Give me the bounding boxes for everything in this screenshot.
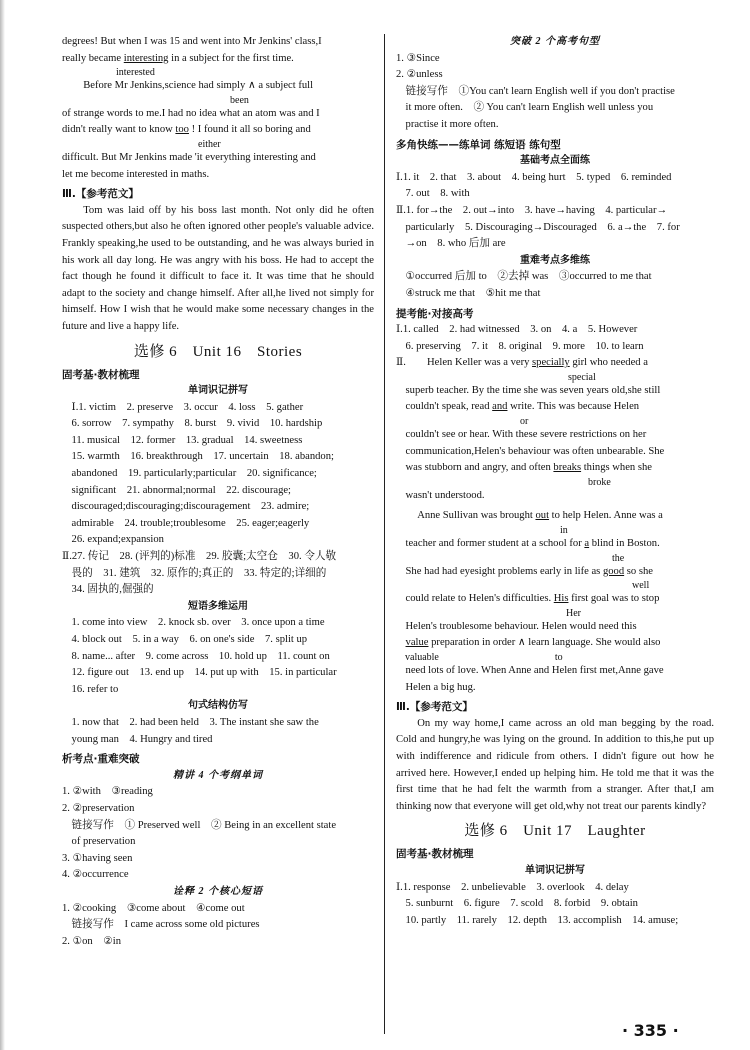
page-number: · 335 ·	[622, 1021, 679, 1040]
answer-line: 15. warmth 16. breakthrough 17. uncertain 18. abandon;	[71, 451, 334, 463]
answer-line: Ⅰ.1. it 2. that 3. about 4. being hurt 5. typed 6. reminded	[396, 171, 672, 183]
answer-line: it more often. ② You can't learn English well unless you	[405, 102, 654, 114]
section-heading: 析考点·重难突破	[62, 753, 140, 766]
answer-line: 链接写作 ①You can't learn English well if you don't practise	[405, 85, 675, 97]
right-column	[396, 34, 714, 929]
error-word: value	[405, 637, 429, 649]
subsection-heading: 诠释 2 个核心短语	[173, 885, 263, 897]
answer-line: ①occurred 后加 to ②去掉 was ③occurred to me that	[405, 271, 652, 283]
text-line: of strange words to me.I had no idea what an atom was and I	[62, 107, 320, 119]
error-word: too	[175, 124, 189, 136]
correction	[396, 652, 714, 663]
answer-line: 链接写作 I came across some old pictures	[71, 919, 260, 931]
answer-line: Ⅰ.1. response 2. unbelievable 3. overlook 4. delay	[396, 881, 629, 893]
text: couldn't speak, read	[405, 401, 493, 413]
text-line: wasn't understood.	[405, 489, 485, 501]
reference-essay: On my way home,I came across an old man begging by the road. Cold and hungry,he was lying on the ground. In addition to this,he put up with indifference and ridicule from others. I didn't figure out how he arrived here. However,I ended up helping him. He told me that it was the first time that he had felt the warmth from a stranger. After that,I am thinking now that everyone will get old,why not treat our parents kindly?	[396, 717, 714, 812]
text: girl who needed a	[569, 357, 648, 369]
text-line: Before Mr Jenkins,science had simply ∧ a subject full	[83, 80, 314, 92]
text: could relate to Helen's difficulties.	[405, 593, 554, 605]
error-word: breaks	[553, 462, 582, 474]
error-correction-passage	[396, 355, 714, 696]
answer-line: 11. musical 12. former 13. gradual 14. sweetness	[71, 434, 303, 446]
answer-line: 6. preserving 7. it 8. original 9. more 10. to learn	[405, 340, 644, 352]
text: preparation in order ∧ learn language. She would also	[428, 637, 661, 649]
error-word: out	[535, 510, 550, 522]
answer-line: 1. ②cooking ③come about ④come out	[62, 902, 245, 914]
answer-line: admirable 24. trouble;troublesome 25. eager;eagerly	[71, 517, 310, 529]
scan-edge	[0, 0, 5, 1050]
error-word: good	[602, 565, 625, 577]
answer-line: 4. ②occurrence	[62, 869, 129, 881]
subsection-heading: 基础考点全面练	[520, 155, 590, 167]
answer-line: 6. sorrow 7. sympathy 8. burst 9. vivid 10. hardship	[71, 418, 323, 430]
unit-title: 选修 6 Unit 17 Laughter	[464, 823, 646, 840]
section-heading: Ⅲ.【参考范文】	[396, 701, 473, 714]
answer-line: 10. partly 11. rarely 12. depth 13. accomplish 14. amuse;	[405, 914, 679, 926]
subsection-heading: 单词识记拼写	[525, 864, 585, 876]
text-line	[396, 591, 714, 608]
error-word: and	[492, 401, 508, 413]
answer-line: 畏的 31. 建筑 32. 原作的;真正的 33. 特定的;详细的	[71, 567, 327, 579]
section-heading: Ⅲ.【参考范文】	[62, 188, 139, 201]
correction: either	[198, 138, 221, 150]
answer-line: significant 21. abnormal;normal 22. discourage;	[71, 484, 292, 496]
answer-line: discouraged;discouraging;discouragement 23. admire;	[71, 501, 310, 513]
text-line	[396, 564, 714, 581]
text-line	[62, 51, 374, 68]
answer-line: 16. refer to	[71, 683, 119, 695]
correction-text: to	[554, 652, 563, 663]
text: really became	[62, 52, 124, 64]
text-line	[62, 122, 374, 139]
text: write. This was because Helen	[507, 401, 640, 413]
answer-line: of preservation	[71, 836, 136, 848]
error-word: specially	[532, 357, 570, 369]
text: didn't really want to know	[62, 124, 176, 136]
text-line: communication,Helen's behaviour was often unbearable. She	[405, 445, 665, 457]
answer-line: →on 8. who 后加 are	[405, 238, 506, 250]
section-heading: 多角快练——练单词 练短语 练句型	[396, 138, 561, 151]
text-line: superb teacher. By the time she was seven years old,she still	[405, 384, 661, 396]
correction: been	[230, 94, 249, 106]
text-line: let me become interested in maths.	[62, 168, 210, 180]
answer-line: 2. ②unless	[396, 69, 443, 81]
correction: in	[560, 525, 568, 537]
text: blind in Boston.	[589, 538, 660, 550]
answer-line: Ⅰ.1. victim 2. preserve 3. occur 4. loss 5. gather	[71, 401, 304, 413]
answer-line: 3. ①having seen	[62, 852, 133, 864]
text: ! I found it all so boring and	[188, 124, 311, 136]
text-line	[396, 635, 714, 652]
answer-line: practise it more often.	[405, 118, 499, 130]
text-line: degrees! But when I was 15 and went into Mr Jenkins' class,I	[62, 36, 322, 47]
vocab-answers	[62, 400, 374, 599]
answer-line: 26. expand;expansion	[71, 534, 164, 546]
answer-line: ④struck me that ⑤hit me that	[405, 287, 541, 299]
subsection-heading: 重难考点多维练	[520, 254, 590, 266]
text-line: Helen's troublesome behaviour. Helen would need this	[405, 620, 637, 632]
correction: interested	[116, 67, 155, 79]
text-line	[396, 399, 714, 416]
answer-line: young man 4. Hungry and tired	[71, 733, 213, 745]
subsection-heading: 句式结构仿写	[188, 700, 248, 712]
subsection-heading: 精讲 4 个考纲单词	[173, 769, 263, 781]
answer-line: 2. ②preservation	[62, 802, 135, 814]
answer-line: 8. name... after 9. come across 10. hold up 11. count on	[71, 650, 330, 662]
section-heading: 固考基·教材梳理	[62, 368, 140, 381]
answer-line: 2. ①on ②in	[62, 935, 122, 947]
answer-line: Ⅰ.1. called 2. had witnessed 3. on 4. a 5. However	[396, 324, 638, 336]
answer-line: 1. come into view 2. knock sb. over 3. once upon a time	[71, 617, 325, 629]
column-divider	[384, 34, 385, 1034]
text: was stubborn and angry, and often	[405, 462, 554, 474]
correction: well	[632, 580, 650, 592]
answer-line: particularly 5. Discouraging→Discouraged 6. a→the 7. for	[405, 221, 680, 233]
correction: broke	[588, 476, 611, 488]
text: Ⅱ. Helen Keller was a very	[396, 357, 533, 369]
answer-line: 34. 固执的,倔强的	[71, 584, 154, 596]
unit-title: 选修 6 Unit 16 Stories	[133, 343, 303, 360]
correction: the	[612, 552, 625, 564]
text-line: couldn't see or hear. With these severe restrictions on her	[405, 429, 647, 441]
error-word: His	[553, 593, 569, 605]
answer-line: 5. sunburnt 6. figure 7. scold 8. forbid 9. obtain	[405, 898, 638, 910]
text: She had had eyesight problems early in life as	[405, 565, 603, 577]
answer-line: 4. block out 5. in a way 6. on one's side 7. split up	[71, 634, 308, 645]
text-line: Helen a big hug.	[405, 681, 476, 693]
text: Anne Sullivan was brought	[417, 510, 536, 522]
text-line	[396, 355, 714, 372]
subsection-heading: 突破 2 个高考句型	[510, 36, 600, 47]
text-line	[396, 508, 714, 525]
left-column	[62, 34, 374, 950]
phrase-answers	[62, 615, 374, 698]
section-heading: 固考基·教材梳理	[396, 848, 474, 861]
subsection-heading: 短语多维运用	[188, 600, 248, 612]
answer-line: Ⅱ.27. 传记 28. (评判的)标准 29. 胶囊;太空仓 30. 令人敬	[62, 551, 337, 563]
correction: Her	[566, 607, 581, 619]
section-heading: 提考能·对接高考	[396, 307, 474, 320]
answer-line: 7. out 8. with	[405, 188, 470, 200]
correction: special	[568, 371, 596, 383]
answer-line: abandoned 19. particularly;particular 20. significance;	[71, 468, 317, 480]
answer-line: 链接写作 ① Preserved well ② Being in an excellent state	[71, 819, 337, 831]
reference-essay: Tom was laid off by his boss last month. Not only did he often suspected others,but also he often ignored other people's valuable advice. Frankly speaking,he used to be outstanding, and he was always buried in his work all day long. He was angry with his boss. He had to accept the fact though he found it difficult to face it. It was time that he should adapt to the society and change himself. After all,he lived not simply for himself. How I wish that he would make some necessary changes in the future and live a happy life.	[62, 204, 374, 332]
text: in a subject for the first time.	[168, 52, 294, 64]
correction-text: valuable	[405, 652, 439, 663]
text-line: need lots of love. When Anne and Helen first met,Anne gave	[405, 665, 664, 676]
answer-line: 1. now that 2. had been held 3. The instant she saw the	[71, 716, 319, 728]
text: teacher and former student at a school for	[405, 538, 585, 550]
answer-line: 12. figure out 13. end up 14. put up with 15. in particular	[71, 667, 337, 679]
error-word: interesting	[123, 52, 169, 64]
text: things when she	[581, 462, 652, 474]
text-line: difficult. But Mr Jenkins made 'it everything interesting and	[62, 151, 316, 163]
text: first goal was to stop	[568, 593, 660, 605]
answer-line: 1. ③Since	[396, 52, 440, 64]
subsection-heading: 单词识记拼写	[188, 385, 248, 397]
answer-line: Ⅱ.1. for→the 2. out→into 3. have→having 4. particular→	[396, 204, 668, 216]
text-line	[396, 536, 714, 553]
error-word: a	[584, 538, 590, 550]
answer-line: 1. ②with ③reading	[62, 786, 153, 798]
text: so she	[624, 565, 653, 577]
correction: or	[520, 416, 529, 428]
text: to help Helen. Anne was a	[549, 510, 663, 522]
text-line	[396, 460, 714, 477]
